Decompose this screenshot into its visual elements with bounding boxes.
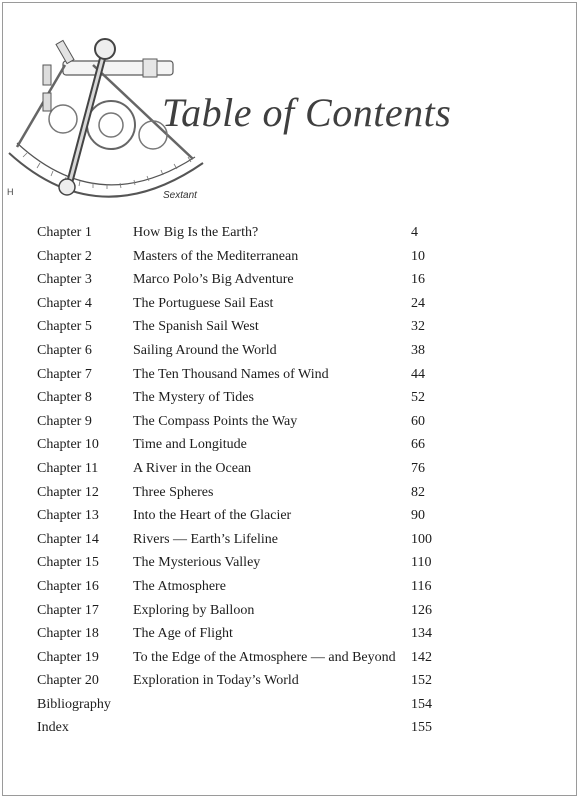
toc-page-number: 100 — [411, 531, 432, 547]
toc-chapter-title: The Portuguese Sail East — [133, 295, 274, 311]
toc-chapter-label: Chapter 20 — [37, 673, 99, 689]
toc-chapter-label: Bibliography — [37, 696, 111, 712]
toc-chapter-label: Chapter 9 — [37, 413, 92, 429]
toc-chapter-title: How Big Is the Earth? — [133, 225, 259, 240]
toc-chapter-title: Time and Longitude — [133, 437, 247, 453]
toc-page-number: 10 — [411, 248, 425, 264]
toc-page-number: 32 — [411, 319, 425, 335]
toc-chapter-label: Chapter 12 — [37, 484, 99, 500]
toc-chapter-label: Chapter 8 — [37, 390, 92, 406]
toc-chapter-title: Three Spheres — [133, 484, 214, 500]
toc-chapter-title: Exploring by Balloon — [133, 602, 255, 618]
toc-chapter-title: Sailing Around the World — [133, 342, 277, 358]
toc-page-number: 66 — [411, 437, 425, 453]
toc-page-number: 24 — [411, 295, 425, 311]
toc-chapter-label: Chapter 5 — [37, 319, 92, 335]
toc-page-number: 4 — [411, 225, 418, 240]
toc-chapter-label: Chapter 13 — [37, 508, 99, 524]
toc-chapter-title: The Mysterious Valley — [133, 555, 261, 571]
toc-chapter-title: The Spanish Sail West — [133, 319, 259, 335]
toc-chapter-title: The Mystery of Tides — [133, 390, 254, 406]
toc-page-number: 90 — [411, 508, 425, 524]
toc-chapter-title: The Ten Thousand Names of Wind — [133, 366, 329, 382]
toc-page-number: 154 — [411, 696, 432, 712]
illustration-caption: Sextant — [163, 190, 197, 201]
svg-text:H: H — [7, 187, 14, 197]
toc-chapter-label: Chapter 11 — [37, 460, 99, 476]
toc-page-number: 52 — [411, 390, 425, 406]
toc-chapter-title: The Age of Flight — [133, 626, 233, 642]
toc-page-number: 126 — [411, 602, 432, 618]
toc-chapter-title: Into the Heart of the Glacier — [133, 508, 292, 524]
toc-page-number: 155 — [411, 720, 432, 736]
toc-chapter-label: Chapter 18 — [37, 626, 99, 642]
toc-chapter-label: Chapter 1 — [37, 225, 92, 240]
toc-chapter-title: Marco Polo’s Big Adventure — [133, 272, 294, 288]
toc-chapter-label: Chapter 14 — [37, 531, 99, 547]
toc-page-number: 134 — [411, 626, 432, 642]
toc-chapter-title: Exploration in Today’s World — [133, 673, 299, 689]
toc-chapter-label: Chapter 7 — [37, 366, 92, 382]
toc-page-number: 82 — [411, 484, 425, 500]
toc-chapter-label: Index — [37, 720, 69, 736]
toc-chapter-title: To the Edge of the Atmosphere — and Beyond — [133, 649, 396, 665]
toc-chapter-label: Chapter 16 — [37, 578, 99, 594]
toc-page-number: 44 — [411, 366, 425, 382]
toc-chapter-title: A River in the Ocean — [133, 460, 252, 476]
toc-chapter-title: The Atmosphere — [133, 578, 226, 594]
toc-chapter-label: Chapter 3 — [37, 272, 92, 288]
toc-chapter-label: Chapter 2 — [37, 248, 92, 264]
book-page — [2, 2, 577, 796]
toc-chapter-label: Chapter 6 — [37, 342, 92, 358]
toc-chapter-title: The Compass Points the Way — [133, 413, 298, 429]
toc-page-number: 60 — [411, 413, 425, 429]
toc-chapter-label: Chapter 10 — [37, 437, 99, 453]
toc-page-number: 76 — [411, 460, 425, 476]
toc-chapter-title: Rivers — Earth’s Lifeline — [133, 531, 279, 547]
page-title: Table of Contents — [162, 90, 452, 135]
toc-chapter-label: Chapter 19 — [37, 649, 99, 665]
toc-page-number: 142 — [411, 649, 432, 665]
toc-chapter-label: Chapter 4 — [37, 295, 92, 311]
toc-chapter-label: Chapter 17 — [37, 602, 99, 618]
toc-chapter-label: Chapter 15 — [37, 555, 99, 571]
toc-page-number: 116 — [411, 578, 432, 594]
toc-page-number: 110 — [411, 555, 432, 571]
toc-chapter-title: Masters of the Mediterranean — [133, 248, 299, 264]
toc-page-number: 152 — [411, 673, 432, 689]
toc-page-number: 16 — [411, 272, 425, 288]
toc-page-number: 38 — [411, 342, 425, 358]
